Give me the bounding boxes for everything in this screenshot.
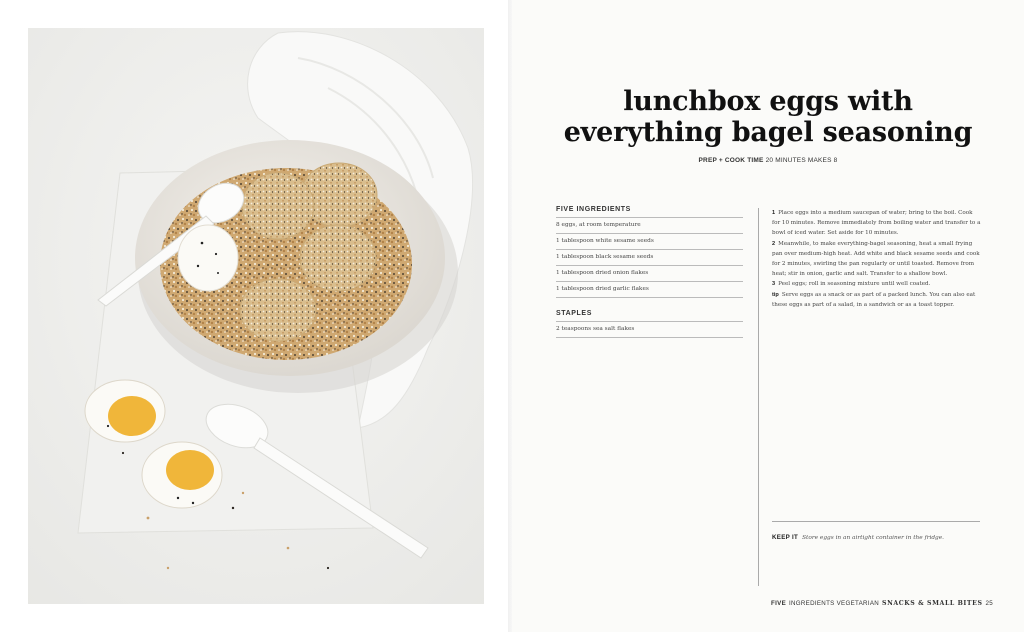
ingredient-item: 1 tablespoon white sesame seeds <box>556 234 743 250</box>
recipe-title-line-1: lunchbox eggs with <box>623 86 913 117</box>
staple-item: 2 teaspoons sea salt flakes <box>556 322 743 338</box>
step-text: Place eggs into a medium saucepan of water; bring to the boil. Cook for 10 minutes. Remove immediately from boiling water and transfer to a bowl of iced water. Set aside for 10 minutes. <box>772 210 981 237</box>
makes-label: MAKES <box>807 157 832 164</box>
ingredients-column <box>556 206 743 338</box>
page-footer <box>771 600 996 607</box>
keep-it-box <box>772 521 980 544</box>
step-number: 3 <box>772 281 776 288</box>
step-number: 1 <box>772 210 776 216</box>
tip-label: tip <box>772 291 779 298</box>
step-text: Peel eggs; roll in seasoning mixture until well coated. <box>778 281 931 288</box>
makes-value: 8 <box>833 157 838 164</box>
staples-section <box>556 310 743 338</box>
ingredient-item: 1 tablespoon dried onion flakes <box>556 266 743 282</box>
right-page <box>512 0 1024 632</box>
tip <box>772 290 982 310</box>
recipe-title-line-2: everything bagel seasoning <box>563 117 973 148</box>
footer-section: SNACKS & SMALL BITES <box>882 600 983 607</box>
ingredient-item: 1 tablespoon dried garlic flakes <box>556 282 743 298</box>
staples-list <box>556 321 743 338</box>
method-step <box>772 208 982 239</box>
method-step <box>772 239 982 280</box>
prep-time-label: PREP + COOK TIME <box>698 157 764 164</box>
ingredients-list <box>556 217 743 298</box>
footer-book-title: INGREDIENTS VEGETARIAN <box>789 600 880 607</box>
tip-text: Serve eggs as a snack or as part of a packed lunch. You can also eat these eggs as part of a salad, in a sandwich or as a toast topper. <box>772 291 976 308</box>
page-number: 25 <box>985 600 993 607</box>
keep-it-label: KEEP IT <box>772 534 799 541</box>
recipe-meta <box>552 157 984 164</box>
recipe-photo <box>28 28 484 604</box>
footer-brand: FIVE <box>771 600 786 607</box>
method-column <box>772 208 982 310</box>
column-divider <box>758 208 759 586</box>
ingredient-item: 8 eggs, at room temperature <box>556 218 743 234</box>
keep-it-text: Store eggs in an airtight container in the fridge. <box>802 535 945 541</box>
step-number: 2 <box>772 240 776 247</box>
staples-heading: STAPLES <box>556 310 592 317</box>
ingredient-item: 1 tablespoon black sesame seeds <box>556 250 743 266</box>
recipe-title <box>552 86 984 148</box>
method-step <box>772 279 982 289</box>
prep-time-value: 20 MINUTES <box>765 157 806 164</box>
step-text: Meanwhile, to make everything-bagel seasoning, heat a small frying pan over medium-high heat. Add white and black sesame seeds and cook for 2 minutes, swirling the pan regularly or until toasted. Remove from heat; stir in onion, garlic and salt. Transfer to a shallow bowl. <box>772 240 980 278</box>
ingredients-heading: FIVE INGREDIENTS <box>556 206 631 213</box>
